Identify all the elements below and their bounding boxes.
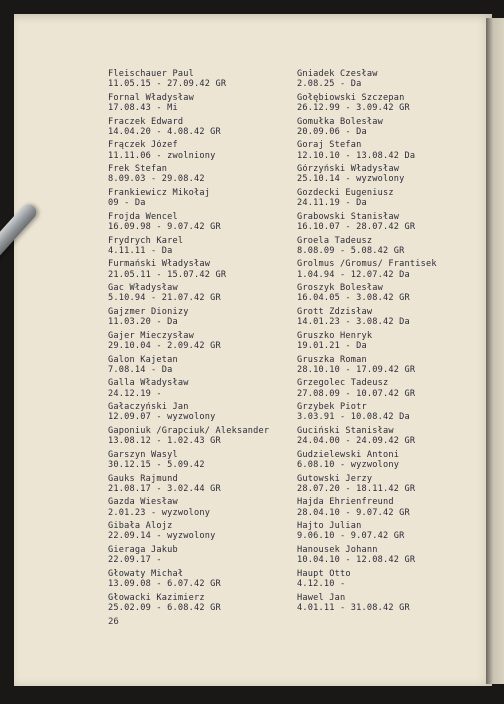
person-name: Fleischauer Paul xyxy=(108,69,194,79)
person-dates: 9.06.10 - 9.07.42 GR xyxy=(297,531,405,542)
list-item xyxy=(108,188,298,212)
person-name: Galon Kajetan xyxy=(108,354,178,365)
person-dates: 12.10.10 - 13.08.42 Da xyxy=(297,150,416,161)
person-dates: 17.08.43 - Mi xyxy=(108,103,178,113)
person-name: Frojda Wencel xyxy=(108,211,178,222)
right-column xyxy=(297,69,487,616)
person-name: Gruszka Roman xyxy=(297,354,367,365)
person-name: Hajda Ehrienfreund xyxy=(297,497,394,508)
person-name: Fornal Władysław xyxy=(108,92,194,103)
list-item xyxy=(108,236,298,260)
person-dates: 22.09.17 - xyxy=(108,555,162,566)
person-dates: 28.07.20 - 18.11.42 GR xyxy=(297,483,416,494)
person-name: Gomułka Bolesław xyxy=(297,116,383,127)
person-dates: 13.09.08 - 6.07.42 GR xyxy=(108,578,221,589)
person-name: Hawel Jan xyxy=(297,592,346,603)
list-item xyxy=(297,283,487,307)
person-dates: 16.04.05 - 3.08.42 GR xyxy=(297,293,410,304)
person-name: Głowacki Kazimierz xyxy=(108,592,205,603)
person-name: Gaponiuk /Grapciuk/ Aleksander xyxy=(108,425,270,436)
list-item xyxy=(108,283,298,307)
person-dates: 3.03.91 - 10.08.42 Da xyxy=(297,412,410,423)
list-item xyxy=(297,331,487,355)
person-dates: 24.12.19 - xyxy=(108,388,162,399)
person-dates: 21.08.17 - 3.02.44 GR xyxy=(108,483,221,494)
list-item xyxy=(108,164,298,188)
person-dates: 6.08.10 - wyzwolony xyxy=(297,459,400,470)
person-name: Frankiewicz Mikołaj xyxy=(108,187,211,198)
list-item xyxy=(297,378,487,402)
person-name: Górzyński Władysław xyxy=(297,164,400,175)
person-name: Frączek Józef xyxy=(108,140,178,151)
list-item xyxy=(297,188,487,212)
person-dates: 8.08.09 - 5.08.42 GR xyxy=(297,245,405,256)
list-item xyxy=(108,93,298,117)
list-item xyxy=(108,450,298,474)
list-item xyxy=(297,69,487,93)
person-dates: 30.12.15 - 5.09.42 xyxy=(108,459,205,470)
person-dates: 4.11.11 - Da xyxy=(108,245,173,256)
list-item xyxy=(108,331,298,355)
list-item xyxy=(108,569,298,593)
list-item xyxy=(297,355,487,379)
person-dates: 26.12.99 - 3.09.42 GR xyxy=(297,103,410,113)
person-name: Frydrych Karel xyxy=(108,235,184,246)
person-dates: 5.10.94 - 21.07.42 GR xyxy=(108,293,221,304)
list-item xyxy=(108,117,298,141)
list-item xyxy=(108,307,298,331)
list-item xyxy=(297,140,487,164)
person-dates: 27.08.09 - 10.07.42 GR xyxy=(297,388,416,399)
person-name: Gauks Rajmund xyxy=(108,473,178,484)
list-item xyxy=(297,402,487,426)
list-item xyxy=(297,259,487,283)
list-item xyxy=(108,497,298,521)
person-name: Grott Zdzisław xyxy=(297,306,373,317)
person-dates: 7.08.14 - Da xyxy=(108,364,173,375)
page-number: 26 xyxy=(108,617,119,627)
list-item xyxy=(297,521,487,545)
list-item xyxy=(297,450,487,474)
list-item xyxy=(108,355,298,379)
person-dates: 22.09.14 - wyzwolony xyxy=(108,531,216,542)
list-item xyxy=(297,497,487,521)
person-name: Gibała Alojz xyxy=(108,521,173,532)
person-name: Hanousek Johann xyxy=(297,544,378,555)
left-column xyxy=(108,69,298,616)
person-dates: 8.09.03 - 29.08.42 xyxy=(108,174,205,185)
list-item xyxy=(108,521,298,545)
person-dates: 11.03.20 - Da xyxy=(108,317,178,328)
person-name: Gozdecki Eugeniusz xyxy=(297,187,394,198)
person-dates: 14.04.20 - 4.08.42 GR xyxy=(108,126,221,137)
person-name: Gac Władysław xyxy=(108,283,178,294)
person-name: Gajzmer Dionizy xyxy=(108,306,189,317)
person-dates: 10.04.10 - 12.08.42 GR xyxy=(297,555,416,566)
person-name: Gajer Mieczysław xyxy=(108,330,194,341)
list-item xyxy=(297,474,487,498)
person-dates: 4.01.11 - 31.08.42 GR xyxy=(297,602,410,613)
person-dates: 16.10.07 - 28.07.42 GR xyxy=(297,221,416,232)
list-item xyxy=(108,545,298,569)
person-name: Guciński Stanisław xyxy=(297,425,394,436)
person-name: Gałaczyński Jan xyxy=(108,402,189,413)
person-dates: 4.12.10 - xyxy=(297,578,346,589)
person-name: Fraczek Edward xyxy=(108,116,184,127)
person-dates: 2.01.23 - wyzwolony xyxy=(108,507,211,518)
person-name: Haupt Otto xyxy=(297,568,351,579)
person-name: Frek Stefan xyxy=(108,164,168,175)
person-dates: 20.09.06 - Da xyxy=(297,126,367,137)
list-item xyxy=(108,593,298,617)
list-item xyxy=(108,378,298,402)
list-item xyxy=(297,93,487,117)
person-name: Głowaty Michał xyxy=(108,568,184,579)
person-name: Galla Władysław xyxy=(108,378,189,389)
person-name: Grabowski Stanisław xyxy=(297,211,400,222)
person-name: Grzybek Piotr xyxy=(297,402,367,413)
person-name: Grolmus /Gromus/ Frantisek xyxy=(297,259,437,270)
person-dates: 1.04.94 - 12.07.42 Da xyxy=(297,269,410,280)
person-name: Garszyn Wasyl xyxy=(108,449,178,460)
person-dates: 11.05.15 - 27.09.42 GR xyxy=(108,79,227,90)
list-item xyxy=(297,236,487,260)
list-item xyxy=(108,212,298,236)
list-item xyxy=(297,117,487,141)
person-name: Gniadek Czesław xyxy=(297,69,378,79)
person-dates: 28.04.10 - 9.07.42 GR xyxy=(297,507,410,518)
person-dates: 25.10.14 - wyzwolony xyxy=(297,174,405,185)
list-item xyxy=(297,545,487,569)
list-item xyxy=(297,593,487,617)
list-item xyxy=(297,164,487,188)
person-name: Gudzielewski Antoni xyxy=(297,449,400,460)
next-page-edge xyxy=(486,18,504,684)
person-name: Gazda Wiesław xyxy=(108,497,178,508)
person-dates: 14.01.23 - 3.08.42 Da xyxy=(297,317,410,328)
list-item xyxy=(297,307,487,331)
person-dates: 16.09.98 - 9.07.42 GR xyxy=(108,221,221,232)
person-dates: 24.04.00 - 24.09.42 GR xyxy=(297,436,416,447)
list-item xyxy=(297,426,487,450)
person-name: Gruszko Henryk xyxy=(297,330,373,341)
person-name: Furmański Władysław xyxy=(108,259,211,270)
list-item xyxy=(108,140,298,164)
list-item xyxy=(108,426,298,450)
person-dates: 2.08.25 - Da xyxy=(297,79,362,90)
person-name: Gutowski Jerzy xyxy=(297,473,373,484)
person-name: Grzegolec Tadeusz xyxy=(297,378,389,389)
person-dates: 29.10.04 - 2.09.42 GR xyxy=(108,340,221,351)
person-dates: 11.11.06 - zwolniony xyxy=(108,150,216,161)
person-dates: 13.08.12 - 1.02.43 GR xyxy=(108,436,221,447)
list-item xyxy=(297,569,487,593)
list-item xyxy=(108,259,298,283)
list-item xyxy=(297,212,487,236)
person-dates: 12.09.07 - wyzwolony xyxy=(108,412,216,423)
person-name: Gołębiowski Szczepan xyxy=(297,92,405,103)
person-dates: 19.01.21 - Da xyxy=(297,340,367,351)
person-name: Goraj Stefan xyxy=(297,140,362,151)
person-name: Groszyk Bolesław xyxy=(297,283,383,294)
person-name: Groela Tadeusz xyxy=(297,235,373,246)
person-dates: 25.02.09 - 6.08.42 GR xyxy=(108,602,221,613)
list-item xyxy=(108,69,298,93)
person-name: Hajto Julian xyxy=(297,521,362,532)
person-dates: 09 - Da xyxy=(108,198,146,209)
person-dates: 28.10.10 - 17.09.42 GR xyxy=(297,364,416,375)
person-name: Gieraga Jakub xyxy=(108,544,178,555)
person-dates: 24.11.19 - Da xyxy=(297,198,367,209)
list-item xyxy=(108,402,298,426)
list-item xyxy=(108,474,298,498)
person-dates: 21.05.11 - 15.07.42 GR xyxy=(108,269,227,280)
